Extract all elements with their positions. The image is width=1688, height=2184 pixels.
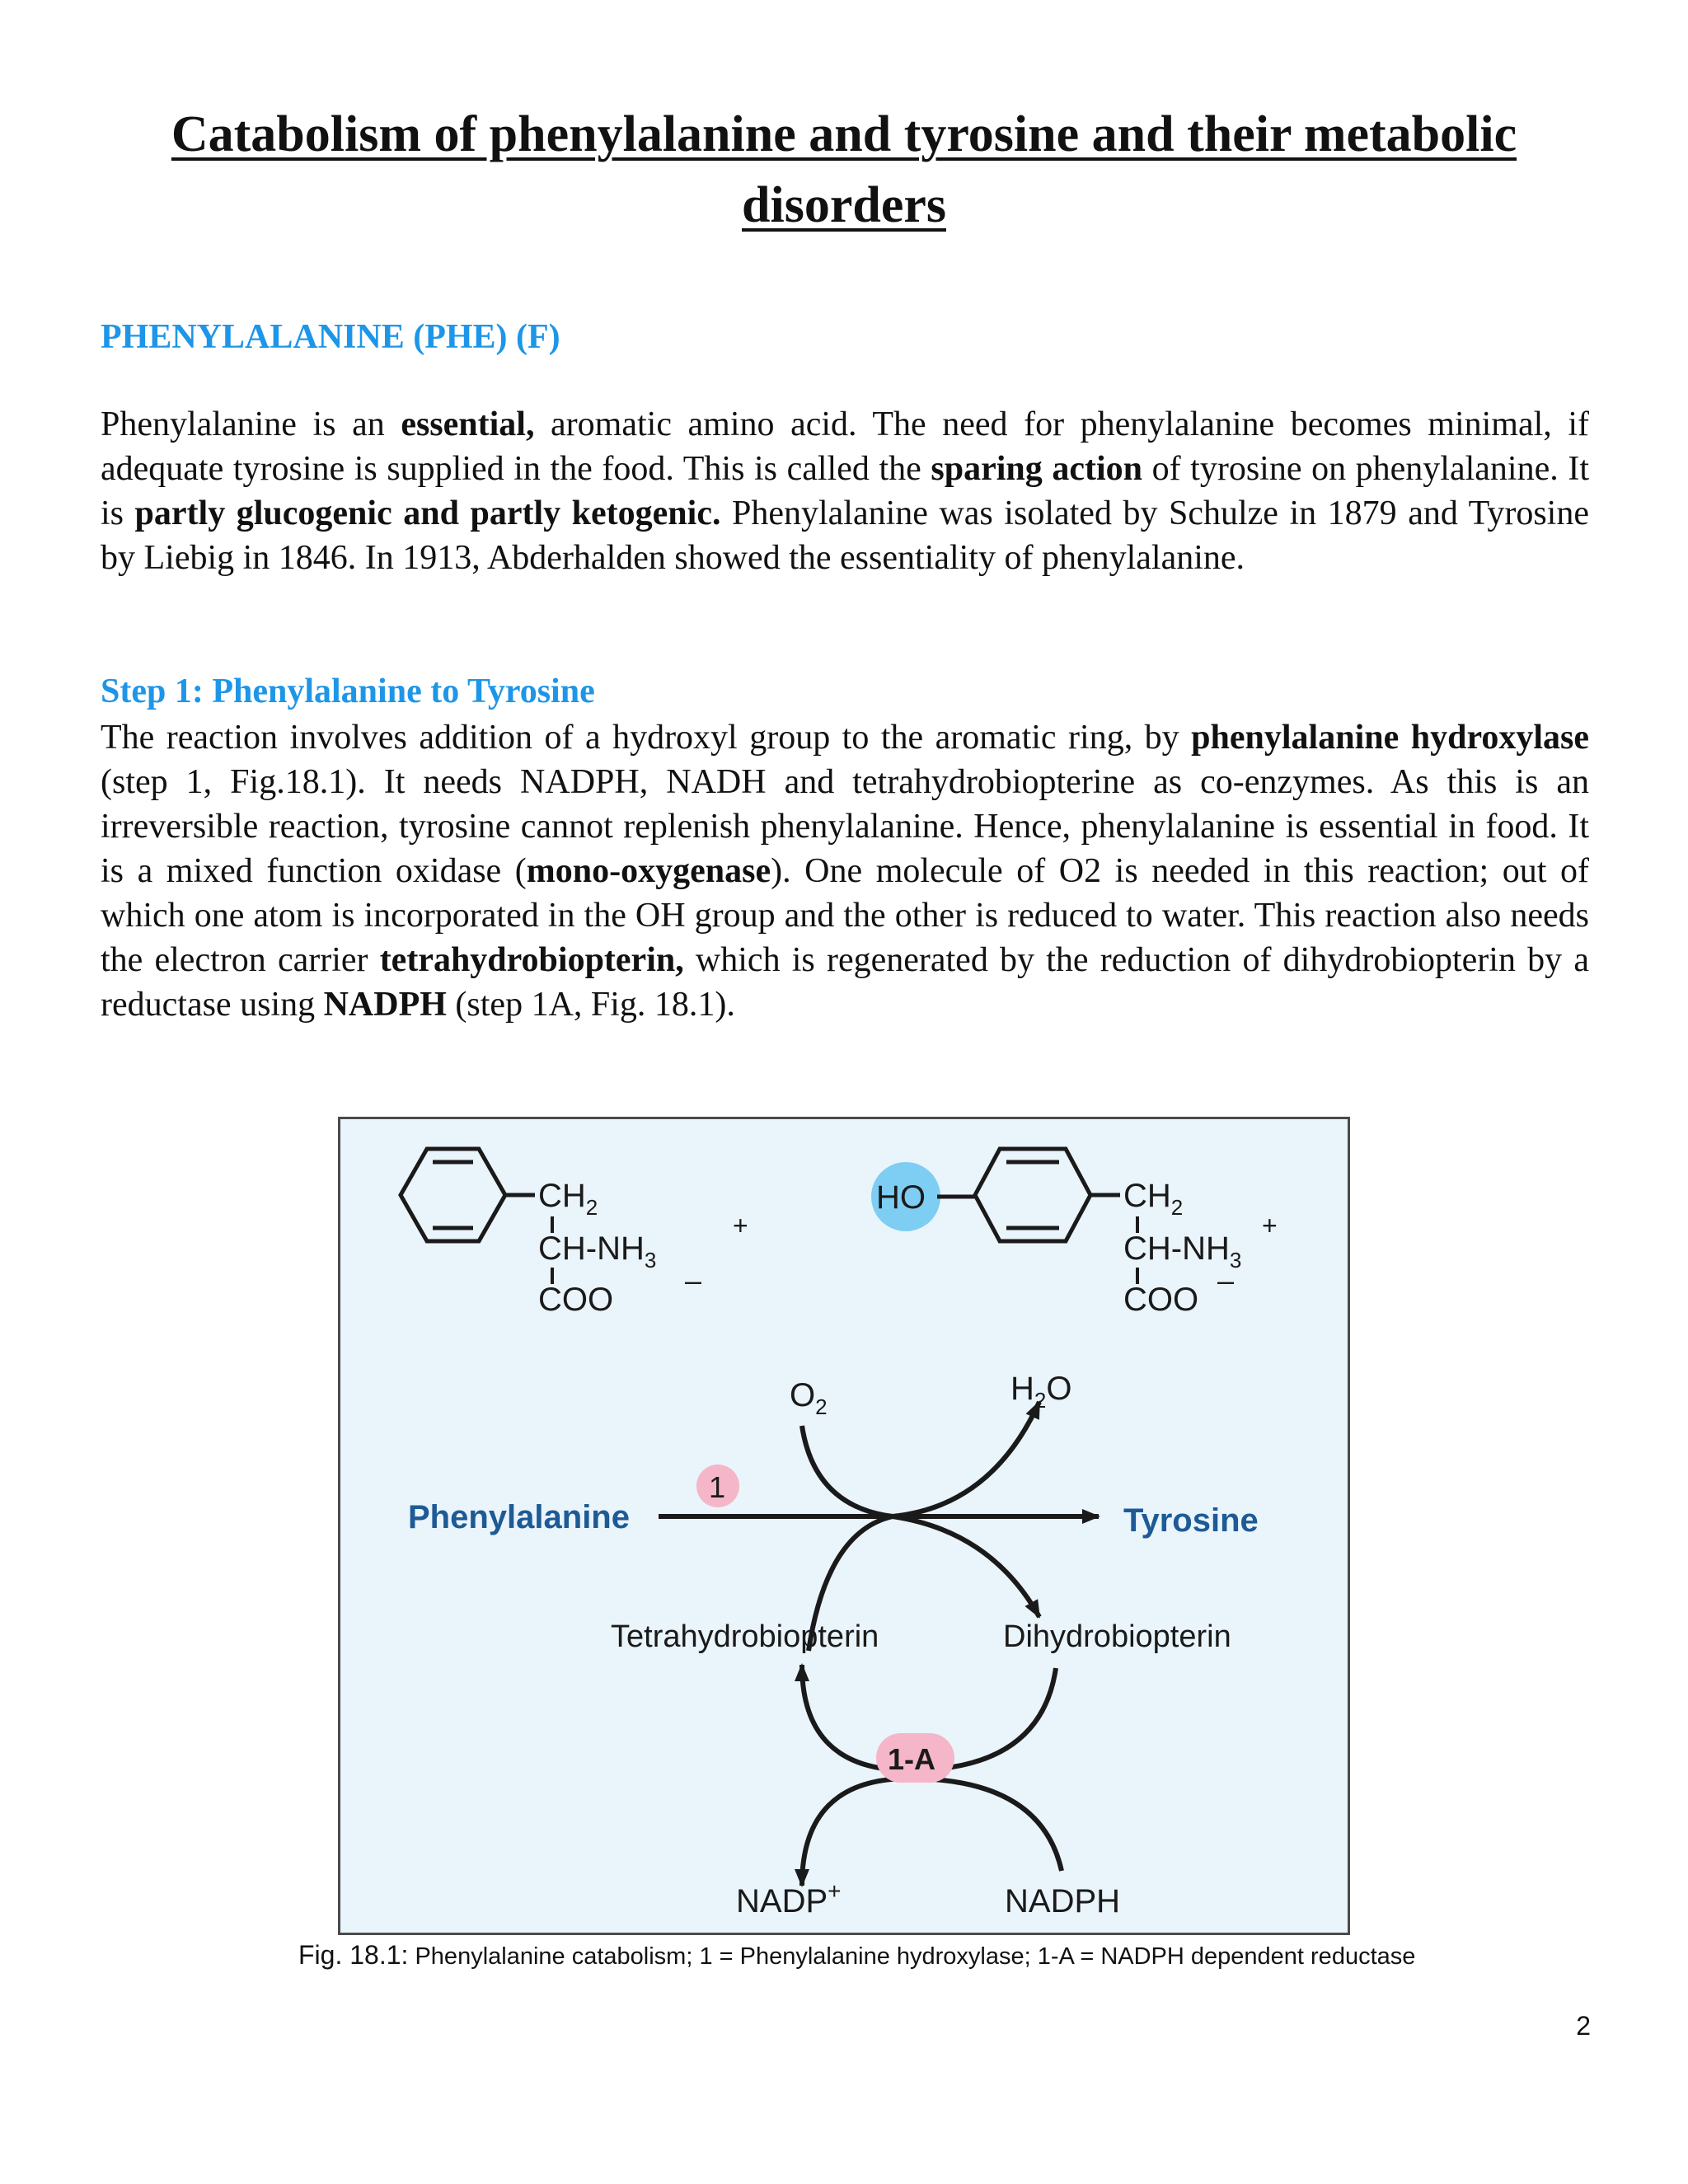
intro-paragraph: Phenylalanine is an essential, aromatic amino acid. The need for phenylalanine becomes minimal, if adequate tyrosine is supplied in the food. This is called the sparing action of tyrosine on phenylalanine. It is partly glucogenic and partly ketogenic. Phenylalanine was isolated by Schulze in 1879 and Tyrosine by Liebig in 1846. In 1913, Abderhalden showed the essentiality of phenylalanine. [101, 405, 1589, 577]
svg-text:–: – [1217, 1263, 1235, 1297]
tetrahydrobiopterin-label: Tetrahydrobiopterin [611, 1619, 879, 1654]
figure-caption: Fig. 18.1: Phenylalanine catabolism; 1 = Phenylalanine hydroxylase; 1-A = NADPH dependent reductase [298, 1940, 1416, 1970]
step1a-badge-label: 1-A [888, 1742, 936, 1776]
svg-text:COO: COO [1123, 1282, 1199, 1318]
step1-heading: Step 1: Phenylalanine to Tyrosine [101, 673, 595, 710]
svg-text:–: – [685, 1263, 702, 1297]
nadph-label: NADPH [1005, 1883, 1121, 1919]
section-heading: PHENYLALANINE (PHE) (F) [101, 318, 560, 356]
phenylalanine-label: Phenylalanine [408, 1499, 630, 1535]
water-label: $H_2O$ [1010, 1371, 1072, 1413]
benzene-ring-tyrosine [937, 1149, 1120, 1241]
svg-text:CH2: $CH_2$ [538, 1178, 598, 1220]
cofactor-curves [802, 1402, 1039, 1651]
svg-text:CH2: $CH_2$ [1123, 1178, 1184, 1220]
svg-text:COO: COO [538, 1282, 614, 1318]
hydroxyl-label: HO [876, 1179, 926, 1216]
svg-text:CH-NH3: $CH-NH_3$ [538, 1230, 657, 1272]
reaction-figure [338, 1117, 1350, 1935]
tyrosine-side-chain [1123, 1178, 1278, 1318]
page-title: Catabolism of phenylalanine and tyrosine and their metabolic disorders [171, 106, 1517, 233]
step1-badge-label: 1 [709, 1470, 726, 1504]
tyrosine-label: Tyrosine [1123, 1502, 1259, 1539]
nadp-label: NADP+ [736, 1878, 842, 1919]
oxygen-label: $O_2$ [790, 1377, 828, 1419]
svg-text:+: + [733, 1211, 748, 1240]
phenylalanine-side-chain [538, 1178, 748, 1318]
benzene-ring-phenylalanine [401, 1149, 535, 1241]
reaction-diagram [340, 1119, 1348, 1933]
svg-text:CH-NH3: $CH-NH_3$ [1123, 1230, 1242, 1272]
page-number: 2 [1576, 2011, 1591, 2041]
dihydrobiopterin-label: Dihydrobiopterin [1003, 1619, 1231, 1654]
svg-text:+: + [1262, 1211, 1278, 1240]
step1-paragraph: The reaction involves addition of a hydroxyl group to the aromatic ring, by phenylalanine hydroxylase (step 1, Fig.18.1). It needs NADPH, NADH and tetrahydrobiopterine as co-enzymes. As this is an irreversible reaction, tyrosine cannot replenish phenylalanine. Hence, phenylalanine is essential in food. It is a mixed function oxidase (mono-oxygenase). One molecule of O2 is needed in this reaction; out of which one atom is incorporated in the OH group and the other is reduced to water. This reaction also needs the electron carrier tetrahydrobiopterin, which is regenerated by the reduction of dihydrobiopterin by a reductase using NADPH (step 1A, Fig. 18.1). [101, 719, 1589, 1024]
